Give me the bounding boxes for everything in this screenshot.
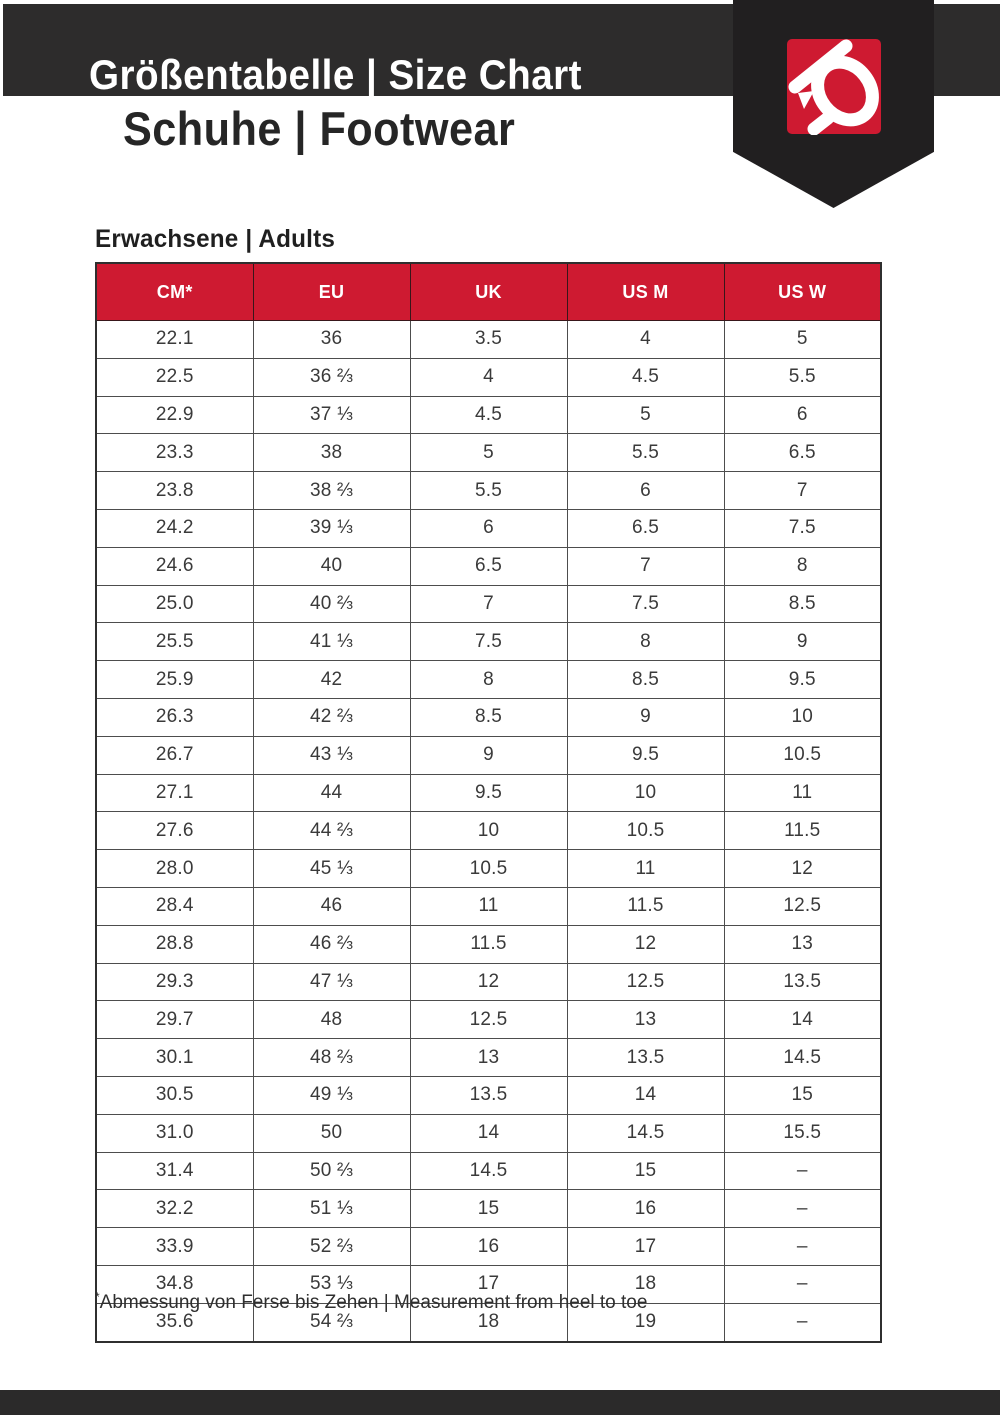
size-cell: 18 bbox=[567, 1265, 724, 1303]
size-cell: 32.2 bbox=[96, 1190, 253, 1228]
brand-pennant bbox=[733, 0, 934, 208]
size-cell: 22.1 bbox=[96, 321, 253, 359]
size-cell: 15 bbox=[724, 1076, 881, 1114]
size-cell: 40 ⅔ bbox=[253, 585, 410, 623]
size-cell: 12.5 bbox=[567, 963, 724, 1001]
size-cell: 8.5 bbox=[724, 585, 881, 623]
size-cell: 53 ⅓ bbox=[253, 1265, 410, 1303]
column-header: US M bbox=[567, 263, 724, 321]
size-cell: 8.5 bbox=[567, 661, 724, 699]
table-row bbox=[96, 321, 881, 359]
column-header: US W bbox=[724, 263, 881, 321]
size-cell: 11 bbox=[567, 850, 724, 888]
size-cell: 42 ⅔ bbox=[253, 698, 410, 736]
size-cell: 50 ⅔ bbox=[253, 1152, 410, 1190]
size-cell: 7 bbox=[567, 547, 724, 585]
table-row bbox=[96, 585, 881, 623]
size-cell: 11.5 bbox=[410, 925, 567, 963]
size-cell: 45 ⅓ bbox=[253, 850, 410, 888]
size-cell: 4.5 bbox=[410, 396, 567, 434]
size-cell: 29.7 bbox=[96, 1001, 253, 1039]
size-cell: 38 ⅔ bbox=[253, 472, 410, 510]
column-header: CM* bbox=[96, 263, 253, 321]
size-cell: 13 bbox=[724, 925, 881, 963]
table-row bbox=[96, 661, 881, 699]
footnote-text: Abmessung von Ferse bis Zehen | Measurement from heel to toe bbox=[99, 1292, 648, 1313]
table-row bbox=[96, 623, 881, 661]
size-cell: 28.4 bbox=[96, 887, 253, 925]
size-cell: 6.5 bbox=[567, 509, 724, 547]
size-cell: 12.5 bbox=[724, 887, 881, 925]
size-cell: 25.9 bbox=[96, 661, 253, 699]
size-cell: 15 bbox=[410, 1190, 567, 1228]
size-cell: 3.5 bbox=[410, 321, 567, 359]
size-cell: 10 bbox=[410, 812, 567, 850]
size-cell: 14.5 bbox=[567, 1114, 724, 1152]
table-row bbox=[96, 1152, 881, 1190]
size-cell: 5.5 bbox=[724, 358, 881, 396]
table-row bbox=[96, 774, 881, 812]
size-cell: 46 bbox=[253, 887, 410, 925]
table-row bbox=[96, 1076, 881, 1114]
table-row bbox=[96, 925, 881, 963]
size-cell: 24.6 bbox=[96, 547, 253, 585]
table-row bbox=[96, 736, 881, 774]
size-cell: 10 bbox=[567, 774, 724, 812]
size-cell: – bbox=[724, 1265, 881, 1303]
table-row bbox=[96, 812, 881, 850]
size-cell: 5 bbox=[724, 321, 881, 359]
size-cell: 10 bbox=[724, 698, 881, 736]
size-cell: 5 bbox=[410, 434, 567, 472]
size-cell: 13 bbox=[410, 1039, 567, 1077]
size-cell: 9 bbox=[724, 623, 881, 661]
size-cell: 13.5 bbox=[567, 1039, 724, 1077]
size-cell: 12 bbox=[724, 850, 881, 888]
size-cell: 4 bbox=[567, 321, 724, 359]
footer-band bbox=[0, 1390, 1000, 1415]
size-cell: 23.8 bbox=[96, 472, 253, 510]
size-cell: 6 bbox=[567, 472, 724, 510]
size-cell: 12.5 bbox=[410, 1001, 567, 1039]
section-title: Erwachsene | Adults bbox=[95, 225, 336, 253]
size-cell: 8 bbox=[724, 547, 881, 585]
size-cell: 48 ⅔ bbox=[253, 1039, 410, 1077]
size-cell: 7.5 bbox=[724, 509, 881, 547]
size-cell: 8 bbox=[410, 661, 567, 699]
size-cell: 7.5 bbox=[410, 623, 567, 661]
size-cell: 19 bbox=[567, 1303, 724, 1341]
size-cell: 6.5 bbox=[410, 547, 567, 585]
table-row bbox=[96, 547, 881, 585]
table-row bbox=[96, 396, 881, 434]
size-cell: 10.5 bbox=[410, 850, 567, 888]
size-cell: 12 bbox=[567, 925, 724, 963]
size-cell: 27.6 bbox=[96, 812, 253, 850]
size-cell: 7 bbox=[724, 472, 881, 510]
size-cell: 25.0 bbox=[96, 585, 253, 623]
size-cell: 48 bbox=[253, 1001, 410, 1039]
size-cell: 41 ⅓ bbox=[253, 623, 410, 661]
table-row bbox=[96, 887, 881, 925]
column-header: UK bbox=[410, 263, 567, 321]
size-cell: 22.9 bbox=[96, 396, 253, 434]
table-row bbox=[96, 1114, 881, 1152]
size-cell: 37 ⅓ bbox=[253, 396, 410, 434]
column-header: EU bbox=[253, 263, 410, 321]
size-cell: 4 bbox=[410, 358, 567, 396]
size-cell: 24.2 bbox=[96, 509, 253, 547]
table-row bbox=[96, 963, 881, 1001]
size-cell: 8.5 bbox=[410, 698, 567, 736]
page-title: Größentabelle | Size Chart bbox=[89, 51, 583, 98]
size-cell: 44 ⅔ bbox=[253, 812, 410, 850]
size-cell: 31.4 bbox=[96, 1152, 253, 1190]
size-cell: 36 bbox=[253, 321, 410, 359]
size-cell: 31.0 bbox=[96, 1114, 253, 1152]
size-cell: 28.0 bbox=[96, 850, 253, 888]
size-cell: 38 bbox=[253, 434, 410, 472]
size-cell: 44 bbox=[253, 774, 410, 812]
size-cell: 11.5 bbox=[724, 812, 881, 850]
five-ten-logo-icon bbox=[787, 39, 881, 135]
size-cell: 14 bbox=[410, 1114, 567, 1152]
table-row bbox=[96, 698, 881, 736]
size-cell: 10.5 bbox=[567, 812, 724, 850]
size-cell: 28.8 bbox=[96, 925, 253, 963]
size-cell: 16 bbox=[410, 1228, 567, 1266]
size-cell: 17 bbox=[410, 1265, 567, 1303]
size-cell: 17 bbox=[567, 1228, 724, 1266]
size-cell: 52 ⅔ bbox=[253, 1228, 410, 1266]
size-cell: 7 bbox=[410, 585, 567, 623]
size-cell: 47 ⅓ bbox=[253, 963, 410, 1001]
table-header-row bbox=[96, 263, 881, 321]
size-cell: – bbox=[724, 1152, 881, 1190]
size-cell: 18 bbox=[410, 1303, 567, 1341]
size-cell: 15 bbox=[567, 1152, 724, 1190]
size-cell: 4.5 bbox=[567, 358, 724, 396]
size-table bbox=[95, 262, 882, 1343]
size-cell: 13 bbox=[567, 1001, 724, 1039]
size-cell: 11 bbox=[724, 774, 881, 812]
table-row bbox=[96, 850, 881, 888]
size-cell: 5 bbox=[567, 396, 724, 434]
size-cell: 13.5 bbox=[410, 1076, 567, 1114]
size-cell: 9.5 bbox=[410, 774, 567, 812]
size-cell: 7.5 bbox=[567, 585, 724, 623]
size-cell: – bbox=[724, 1228, 881, 1266]
size-cell: 43 ⅓ bbox=[253, 736, 410, 774]
table-row bbox=[96, 1001, 881, 1039]
size-cell: 9 bbox=[410, 736, 567, 774]
table-row bbox=[96, 509, 881, 547]
table-row bbox=[96, 434, 881, 472]
size-cell: 14.5 bbox=[724, 1039, 881, 1077]
size-cell: 35.6 bbox=[96, 1303, 253, 1341]
footnote bbox=[95, 1290, 647, 1315]
size-cell: 40 bbox=[253, 547, 410, 585]
size-cell: 50 bbox=[253, 1114, 410, 1152]
table-row bbox=[96, 1190, 881, 1228]
size-cell: 26.3 bbox=[96, 698, 253, 736]
size-cell: 6.5 bbox=[724, 434, 881, 472]
size-cell: 46 ⅔ bbox=[253, 925, 410, 963]
table-row bbox=[96, 1228, 881, 1266]
size-cell: 33.9 bbox=[96, 1228, 253, 1266]
size-cell: 6 bbox=[410, 509, 567, 547]
table-row bbox=[96, 472, 881, 510]
size-cell: 6 bbox=[724, 396, 881, 434]
size-cell: 14 bbox=[724, 1001, 881, 1039]
size-cell: 11 bbox=[410, 887, 567, 925]
table-row bbox=[96, 358, 881, 396]
size-cell: 22.5 bbox=[96, 358, 253, 396]
size-cell: 16 bbox=[567, 1190, 724, 1228]
size-cell: 9 bbox=[567, 698, 724, 736]
size-cell: 54 ⅔ bbox=[253, 1303, 410, 1341]
size-cell: 39 ⅓ bbox=[253, 509, 410, 547]
size-cell: 8 bbox=[567, 623, 724, 661]
size-cell: 5.5 bbox=[410, 472, 567, 510]
size-cell: 13.5 bbox=[724, 963, 881, 1001]
size-cell: 34.8 bbox=[96, 1265, 253, 1303]
size-cell: 5.5 bbox=[567, 434, 724, 472]
size-cell: 14.5 bbox=[410, 1152, 567, 1190]
size-cell: – bbox=[724, 1190, 881, 1228]
size-cell: – bbox=[724, 1303, 881, 1341]
size-cell: 15.5 bbox=[724, 1114, 881, 1152]
size-cell: 27.1 bbox=[96, 774, 253, 812]
size-cell: 51 ⅓ bbox=[253, 1190, 410, 1228]
size-cell: 42 bbox=[253, 661, 410, 699]
size-cell: 9.5 bbox=[724, 661, 881, 699]
footnote-marker: * bbox=[95, 1290, 100, 1304]
size-cell: 29.3 bbox=[96, 963, 253, 1001]
size-cell: 30.1 bbox=[96, 1039, 253, 1077]
size-cell: 12 bbox=[410, 963, 567, 1001]
size-cell: 26.7 bbox=[96, 736, 253, 774]
size-cell: 11.5 bbox=[567, 887, 724, 925]
size-cell: 25.5 bbox=[96, 623, 253, 661]
size-cell: 10.5 bbox=[724, 736, 881, 774]
size-cell: 9.5 bbox=[567, 736, 724, 774]
page-subtitle: Schuhe | Footwear bbox=[123, 102, 516, 155]
size-cell: 36 ⅔ bbox=[253, 358, 410, 396]
size-cell: 30.5 bbox=[96, 1076, 253, 1114]
size-cell: 49 ⅓ bbox=[253, 1076, 410, 1114]
size-cell: 14 bbox=[567, 1076, 724, 1114]
size-cell: 23.3 bbox=[96, 434, 253, 472]
table-row bbox=[96, 1039, 881, 1077]
